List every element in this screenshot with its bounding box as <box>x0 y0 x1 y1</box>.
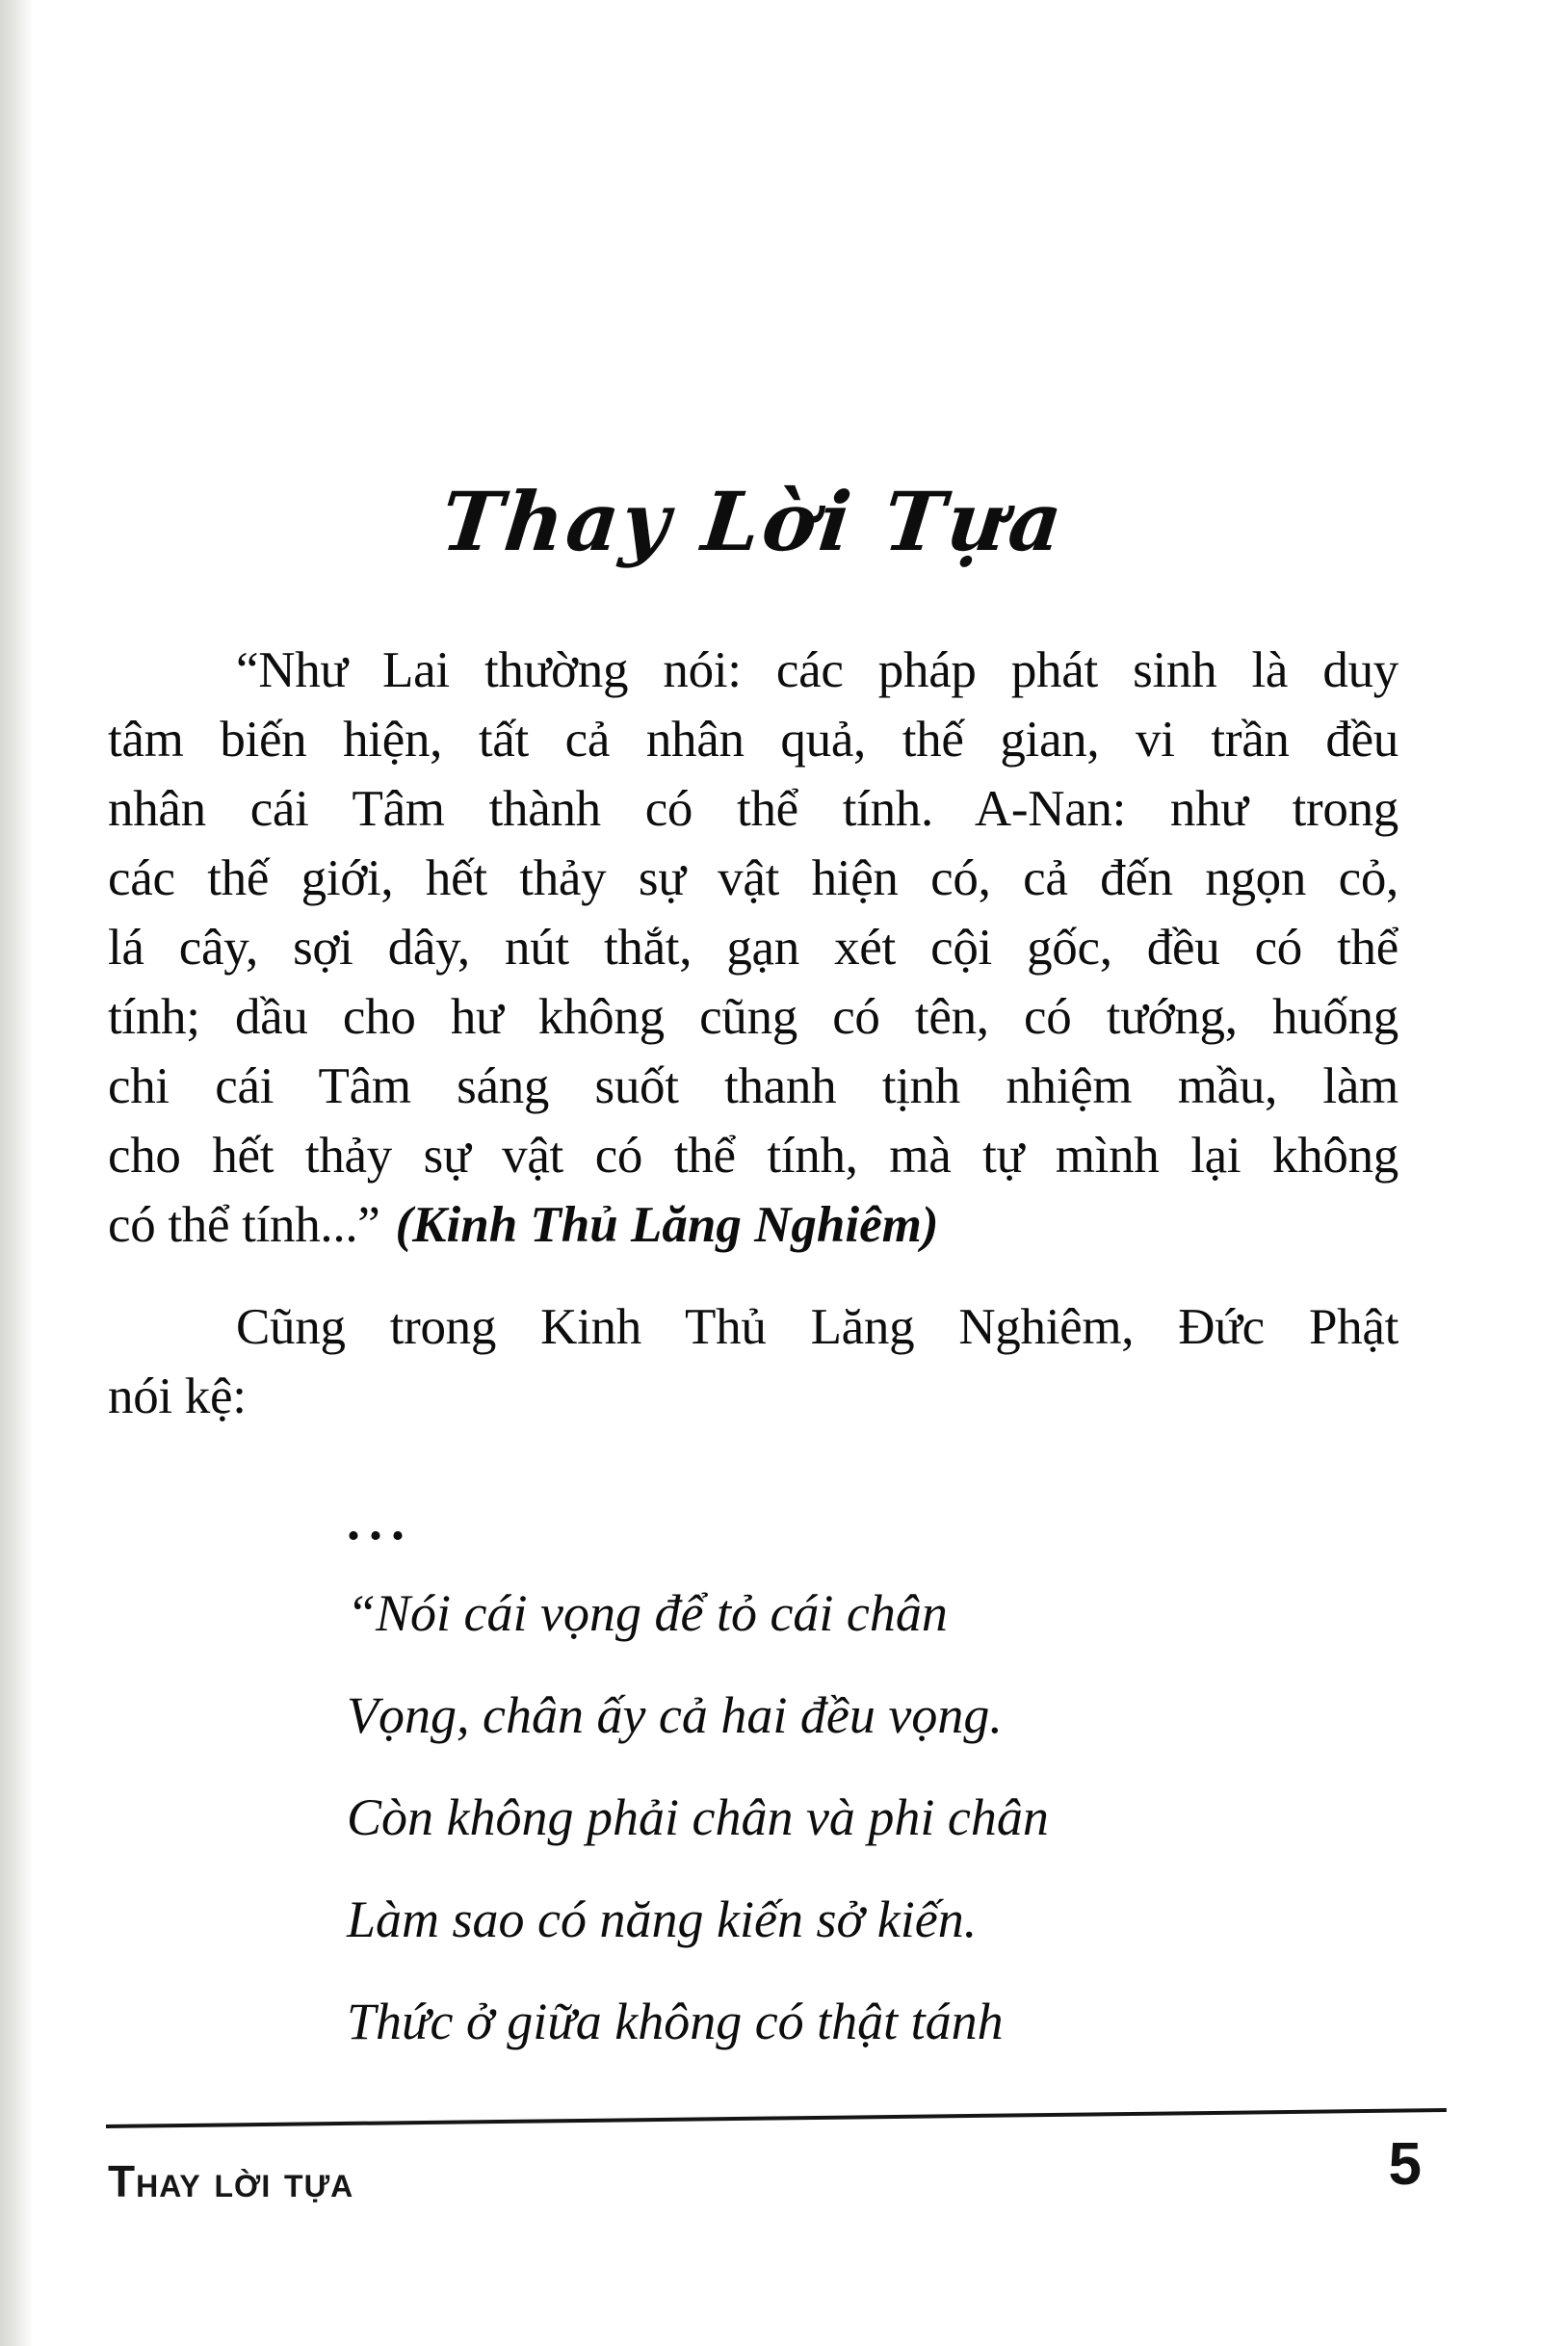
chapter-title: Thay Lời Tựa <box>436 474 1070 569</box>
verse-line: Vọng, chân ấy cả hai đều vọng. <box>347 1686 1003 1744</box>
body-line: lá cây, sợi dây, nút thắt, gạn xét cội gốc, đều có thể <box>108 920 1398 976</box>
body-line: cho hết thảy sự vật có thể tính, mà tự mình lại không <box>108 1128 1398 1184</box>
scripture-source-ref: (Kinh Thủ Lăng Nghiêm) <box>395 1197 939 1253</box>
verse-ellipsis: ... <box>347 1492 413 1551</box>
body-line <box>108 1190 1398 1260</box>
verse-block <box>347 1562 1406 2072</box>
verse-line: “Nói cái vọng để tỏ cái chân <box>347 1584 948 1642</box>
footer-page-number: 5 <box>1388 2131 1422 2198</box>
body-line: các thế giới, hết thảy sự vật hiện có, cả đến ngọn cỏ, <box>108 850 1398 906</box>
body-line: chi cái Tâm sáng suốt thanh tịnh nhiệm mầu, làm <box>108 1058 1398 1114</box>
body-line: tính; dầu cho hư không cũng có tên, có tướng, huống <box>108 989 1398 1045</box>
body-line: tâm biến hiện, tất cả nhân quả, thế gian, vi trần đều <box>108 712 1398 768</box>
verse-line: Còn không phải chân và phi chân <box>347 1788 1049 1846</box>
intro-paragraph <box>108 1292 1398 1431</box>
footer-section-label: Thay lời tựa <box>108 2156 354 2206</box>
footer-rule <box>106 2108 1447 2128</box>
scan-gutter-shadow <box>0 0 33 2346</box>
body-line: Cũng trong Kinh Thủ Lăng Nghiêm, Đức Phật <box>236 1299 1398 1355</box>
body-line: nói kệ: <box>108 1368 247 1424</box>
opening-quote-paragraph <box>108 636 1398 1260</box>
body-line: nhân cái Tâm thành có thể tính. A-Nan: như trong <box>108 781 1398 837</box>
quote-closing-text: có thể tính...” <box>108 1197 380 1253</box>
verse-line: Làm sao có năng kiến sở kiến. <box>347 1890 978 1948</box>
body-line: “Như Lai thường nói: các pháp phát sinh là duy <box>236 642 1398 698</box>
verse-line: Thức ở giữa không có thật tánh <box>347 1993 1004 2050</box>
